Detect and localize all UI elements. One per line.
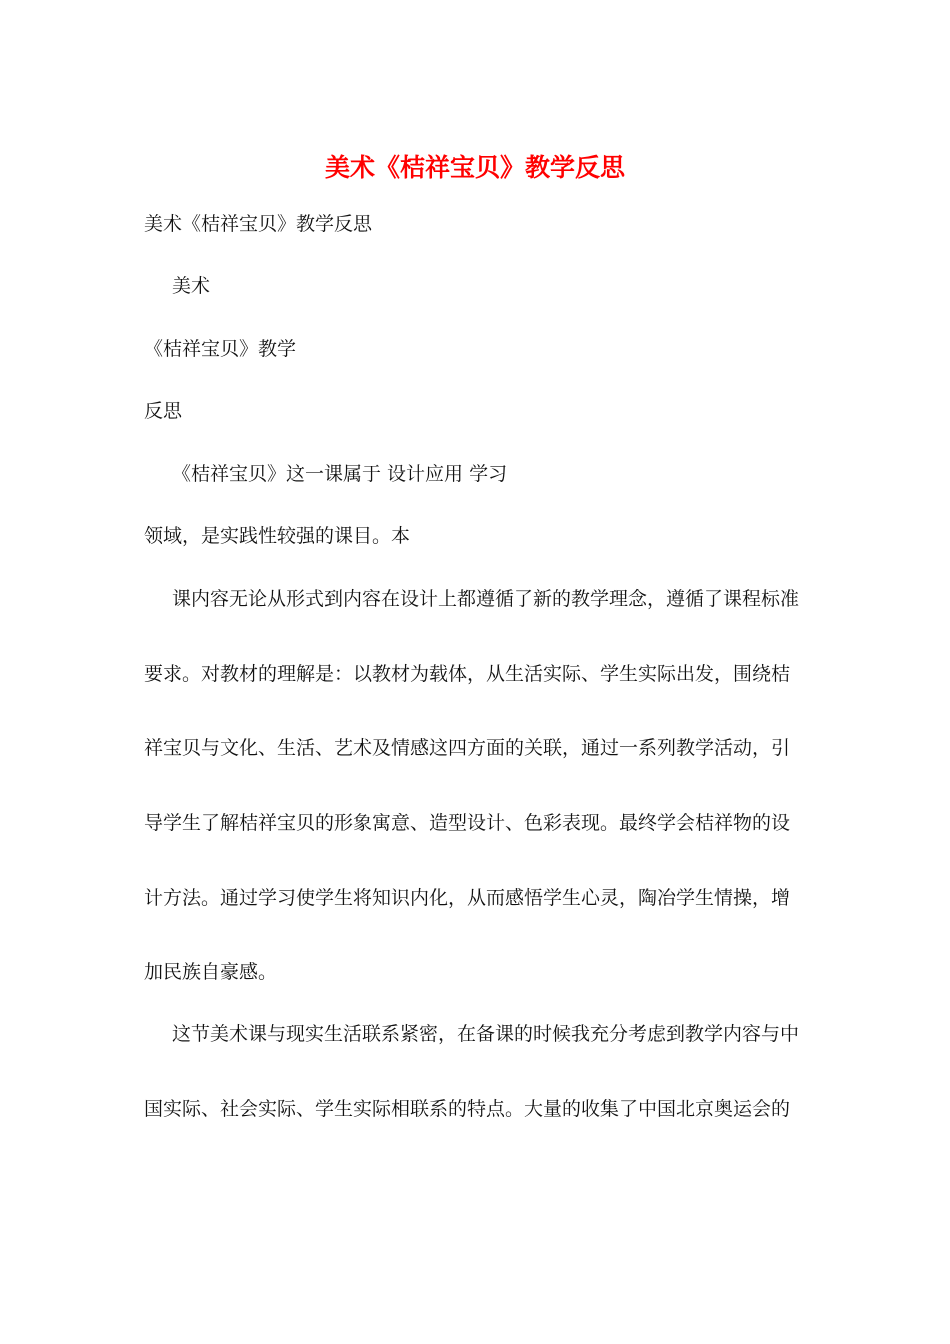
paragraph-line: 祥宝贝与文化、生活、艺术及情感这四方面的关联，通过一系列教学活动，引	[144, 737, 791, 759]
text-line-heading-repeat: 美术《桔祥宝贝》教学反思	[144, 213, 373, 235]
paragraph-line: 课内容无论从形式到内容在设计上都遵循了新的教学理念，遵循了课程标准	[172, 588, 800, 610]
paragraph-line: 要求。对教材的理解是：以教材为载体，从生活实际、学生实际出发，围绕桔	[144, 663, 791, 685]
document-title: 美术《桔祥宝贝》教学反思	[324, 153, 625, 182]
paragraph-line: 计方法。通过学习使学生将知识内化，从而感悟学生心灵，陶冶学生情操，增	[144, 887, 791, 909]
paragraph-line: 导学生了解桔祥宝贝的形象寓意、造型设计、色彩表现。最终学会桔祥物的设	[144, 812, 791, 834]
paragraph-line: 《桔祥宝贝》这一课属于 设计应用 学习	[172, 463, 508, 485]
text-line-subject: 美术	[172, 275, 211, 297]
paragraph-line: 加民族自豪感。	[144, 961, 278, 983]
text-line-lesson: 《桔祥宝贝》教学	[144, 338, 297, 360]
paragraph-line: 国实际、社会实际、学生实际相联系的特点。大量的收集了中国北京奥运会的	[144, 1098, 791, 1120]
paragraph-line: 这节美术课与现实生活联系紧密，在备课的时候我充分考虑到教学内容与中	[172, 1023, 800, 1045]
text-line-reflection: 反思	[144, 400, 183, 422]
paragraph-line: 领域，是实践性较强的课目。本	[144, 525, 411, 547]
